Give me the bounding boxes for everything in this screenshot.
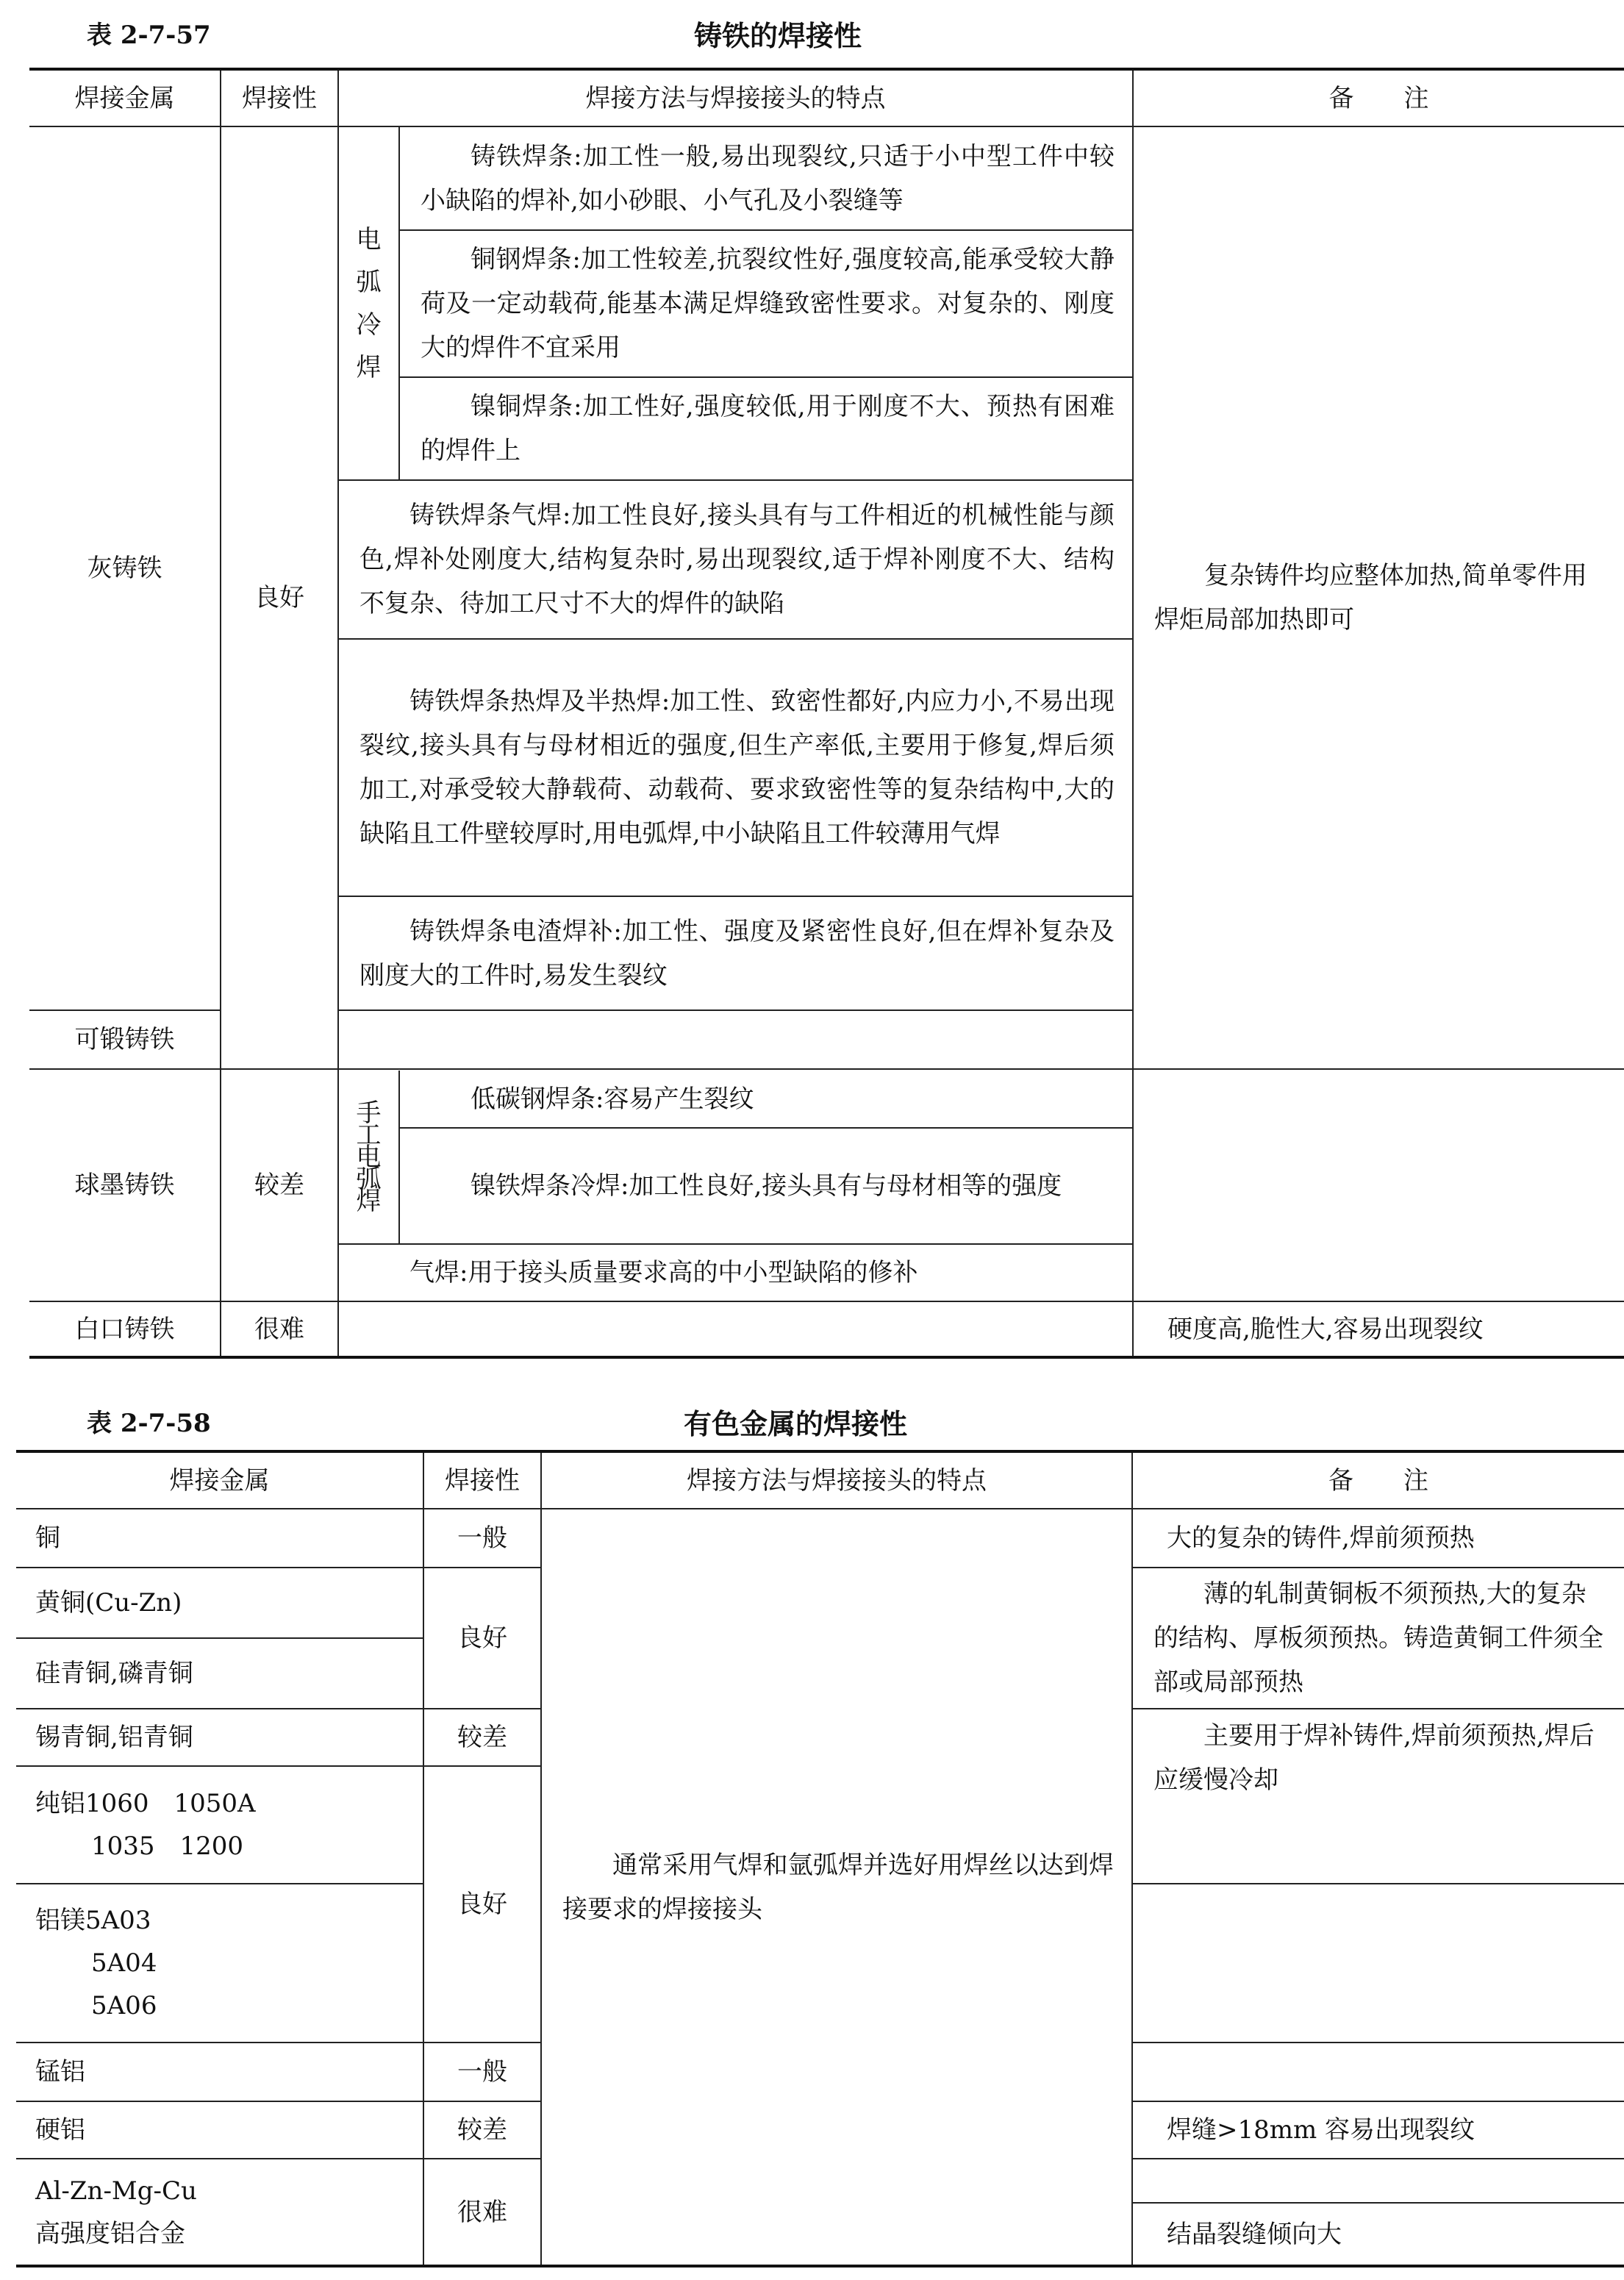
gray-iron-metal: 灰铸铁	[29, 126, 221, 1010]
metal-hard-al: 硬铝	[16, 2101, 423, 2159]
pure-al-grades-1: 纯铝1060 1050A	[35, 1789, 256, 1818]
metal-al-zn-mg-cu	[16, 2159, 423, 2266]
header-weldability: 焊接性	[221, 69, 338, 126]
malleable-iron-method	[338, 1010, 1133, 1069]
white-iron-method	[338, 1301, 1133, 1357]
ductile-iron-metal: 球墨铸铁	[29, 1069, 221, 1301]
gray-iron-note: 复杂铸件均应整体加热,简单零件用焊炬局部加热即可	[1133, 126, 1624, 1069]
note-al-mg	[1132, 1884, 1624, 2043]
ductile-iron-note	[1133, 1069, 1624, 1301]
table-number: 表 2-7-57	[87, 21, 211, 50]
weldability-brass-group: 良好	[423, 1568, 541, 1709]
header-metal: 焊接金属	[29, 69, 221, 126]
al-mg-grade-2: 5A04	[91, 1948, 157, 1978]
label-char: 手	[356, 1098, 382, 1128]
weldability-copper: 一般	[423, 1509, 541, 1568]
pure-al-grades-2: 1035 1200	[91, 1831, 244, 1861]
manual-arc-welding-label	[339, 1071, 399, 1244]
al-mg-grade-3: 5A06	[91, 1991, 157, 2020]
metal-sn-al-bronze: 锡青铜,铝青铜	[16, 1709, 423, 1766]
header-weldability: 焊接性	[423, 1451, 541, 1509]
metal-pure-al	[16, 1766, 423, 1884]
note-sn-al-bronze: 主要用于焊补铸件,焊前须预热,焊后应缓慢冷却	[1132, 1709, 1624, 1884]
white-iron-weldability: 很难	[221, 1301, 338, 1357]
weldability-mn-al: 一般	[423, 2043, 541, 2101]
gray-iron-methods	[338, 126, 1133, 1010]
header-note: 备 注	[1133, 69, 1624, 126]
method-cast-iron-electrode: 铸铁焊条:加工性一般,易出现裂纹,只适于小中型工件中较小缺陷的焊补,如小砂眼、小气孔及小裂缝等	[399, 127, 1132, 230]
method-gas-repair: 气焊:用于接头质量要求高的中小型缺陷的修补	[339, 1244, 1132, 1300]
label-char: 电	[356, 224, 382, 254]
label-char: 工	[356, 1120, 382, 1150]
header-note: 备 注	[1132, 1451, 1624, 1509]
weldability-al-group: 良好	[423, 1766, 541, 2043]
note-copper: 大的复杂的铸件,焊前须预热	[1132, 1509, 1624, 1568]
note-al-zn-mg-cu-blank	[1132, 2159, 1624, 2203]
arc-cold-welding-label	[339, 127, 399, 480]
table-title: 有色金属的焊接性	[684, 1407, 908, 1440]
nonferrous-table	[16, 1450, 1624, 2268]
white-iron-metal: 白口铸铁	[29, 1301, 221, 1357]
method-copper-steel-electrode: 铜钢焊条:加工性较差,抗裂纹性好,强度较高,能承受较大静荷及一定动载荷,能基本满足焊缝致密性要求。对复杂的、刚度大的焊件不宜采用	[399, 230, 1132, 377]
header-method: 焊接方法与焊接接头的特点	[338, 69, 1133, 126]
al-mg-grade-1: 铝镁5A03	[35, 1906, 151, 1935]
label-char: 冷	[356, 310, 382, 340]
method-low-carbon-electrode: 低碳钢焊条:容易产生裂纹	[399, 1071, 1132, 1128]
metal-si-p-bronze: 硅青铜,磷青铜	[16, 1638, 423, 1709]
white-iron-note: 硬度高,脆性大,容易出现裂纹	[1133, 1301, 1624, 1357]
gray-iron-weldability-text: 良好	[254, 583, 304, 612]
note-mn-al	[1132, 2043, 1624, 2101]
method-nickel-iron-electrode: 镍铁焊条冷焊:加工性良好,接头具有与母材相等的强度	[399, 1128, 1132, 1244]
cast-iron-table	[29, 68, 1624, 1359]
malleable-iron-metal: 可锻铸铁	[29, 1010, 221, 1069]
note-brass-group: 薄的轧制黄铜板不须预热,大的复杂的结构、厚板须预热。铸造黄铜工件须全部或局部预热	[1132, 1568, 1624, 1709]
al-zn-mg-cu-line-1: Al-Zn-Mg-Cu	[35, 2176, 197, 2206]
header-metal: 焊接金属	[16, 1451, 423, 1509]
header-method: 焊接方法与焊接接头的特点	[541, 1451, 1132, 1509]
metal-al-mg	[16, 1884, 423, 2043]
weldability-al-zn-mg-cu: 很难	[423, 2159, 541, 2266]
label-char: 焊	[356, 352, 382, 382]
method-electroslag: 铸铁焊条电渣焊补:加工性、强度及紧密性良好,但在焊补复杂及刚度大的工件时,易发生裂纹	[339, 896, 1132, 1009]
ductile-iron-methods	[338, 1069, 1133, 1301]
ductile-iron-methods-table	[339, 1071, 1132, 1300]
nonferrous-method: 通常采用气焊和氩弧焊并选好用焊丝以达到焊接要求的焊接接头	[541, 1509, 1132, 2266]
method-gas-welding: 铸铁焊条气焊:加工性良好,接头具有与工件相近的机械性能与颜色,焊补处刚度大,结构复杂时,易出现裂纹,适于焊补刚度不大、结构不复杂、待加工尺寸不大的焊件的缺陷	[339, 480, 1132, 639]
al-zn-mg-cu-line-2: 高强度铝合金	[35, 2218, 185, 2248]
metal-mn-al: 锰铝	[16, 2043, 423, 2101]
weldability-sn-al-bronze: 较差	[423, 1709, 541, 1766]
label-char: 电	[356, 1142, 382, 1172]
table-number: 表 2-7-58	[87, 1409, 211, 1438]
gray-iron-methods-table	[339, 127, 1132, 1009]
method-nickel-copper-electrode: 镍铜焊条:加工性好,强度较低,用于刚度不大、预热有困难的焊件上	[399, 377, 1132, 480]
table-title: 铸铁的焊接性	[694, 19, 862, 52]
weldability-hard-al: 较差	[423, 2101, 541, 2159]
gray-iron-weldability	[221, 126, 338, 1069]
note-hard-al: 焊缝>18mm 容易出现裂纹	[1132, 2101, 1624, 2159]
label-char: 焊	[356, 1186, 382, 1216]
metal-brass: 黄铜(Cu-Zn)	[16, 1568, 423, 1638]
method-hot-welding: 铸铁焊条热焊及半热焊:加工性、致密性都好,内应力小,不易出现裂纹,接头具有与母材相近的强度,但生产率低,主要用于修复,焊后须加工,对承受较大静载荷、动载荷、要求致密性等的复杂结构中,大的缺陷且工件壁较厚时,用电弧焊,中小缺陷且工件较薄用气焊	[339, 639, 1132, 896]
ductile-iron-weldability: 较差	[221, 1069, 338, 1301]
label-char: 弧	[356, 267, 382, 297]
metal-copper: 铜	[16, 1509, 423, 1568]
label-char: 弧	[356, 1164, 382, 1194]
note-al-zn-mg-cu: 结晶裂缝倾向大	[1132, 2203, 1624, 2266]
